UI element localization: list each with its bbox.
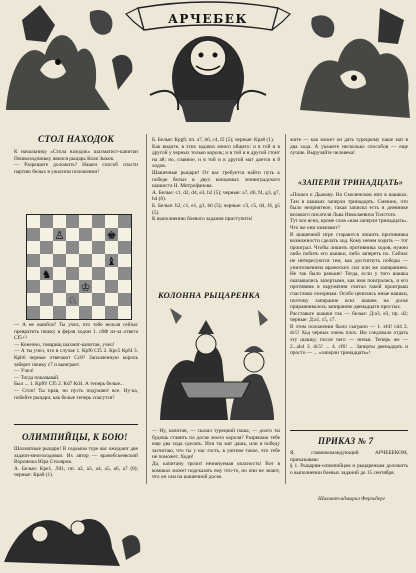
board-square	[118, 215, 131, 228]
chess-diagram	[26, 214, 132, 320]
board-square	[40, 215, 53, 228]
chessboard	[26, 214, 132, 320]
section-title-column: КОЛОННА РЫЦАРЕНКА	[158, 290, 261, 300]
olympians-text: Шахматные рыцари! В седьмом туре вас ожидают две задачи-многоходовки. Их автор — врачебскеевский Воронежа Юра Столяров. А. Белые: Крe1, Лd1, пп. a2, a3, a4, a5, a6, a7 (8); черные: Крa8 (1).	[14, 446, 138, 479]
board-square	[53, 254, 66, 267]
column2b-text: — Ну, капитан, — сказал турецкий паша, — долго ты будешь ставить по доске моего короля? Разрешаю тебе еще два хода сделать. Или ты мат дашь, или я победу засчитаю, что ты у нас гость, в уютное такое, что тебе не поможет. Ходи! Да, капитану грозит неминуемая опасность! Вот в комиках может подсказать ему что-то, но они не знают, что он сам на шашечной доске.	[152, 428, 280, 481]
board-square	[53, 241, 66, 254]
board-square	[92, 267, 105, 280]
board-square	[118, 280, 131, 293]
board-square	[79, 267, 92, 280]
board-square	[53, 293, 66, 306]
board-square	[66, 306, 79, 319]
board-square	[92, 293, 105, 306]
order-signature: Шахмат-адмирал Ферзьберг	[318, 496, 385, 502]
board-square	[79, 254, 92, 267]
board-square	[79, 306, 92, 319]
board-square	[53, 267, 66, 280]
board-square	[105, 241, 118, 254]
board-square	[92, 280, 105, 293]
board-square	[105, 306, 118, 319]
board-square	[66, 241, 79, 254]
board-square	[79, 293, 92, 306]
board-square	[40, 280, 53, 293]
board-square	[27, 280, 40, 293]
lost-found-dialogue: — А не ошибся? Ты учел, что тебе нельзя сейчас превратить пешку в ферзя ходом 1. c8Ф из-за ответа Сf5+? — Конечно, товарищ шахмат-капитан, учел! — А ты учел, что в случае 1. Крf6 Сf5 2. Крc5 Крf4 3. Крb6 черные отвечают Сc8? Заплаченную король заберет пешку c7 и выиграет. — Учел! — Тогда показывай. Был ... 1. Крf6! Сf5 2. Кd7 Кd4. А теперь белые... — Стоп! Ты прав, но пусть подумают все. Ну-ка, побейте рыцари, как белые теперь спасутся?	[14, 322, 138, 401]
divider	[290, 430, 408, 431]
board-square	[118, 293, 131, 306]
header-illustration	[0, 0, 416, 125]
chess-piece: ♞	[41, 268, 52, 281]
section-title-olympians: ОЛИМПИЙЦЫ, К БОЮ!	[22, 432, 128, 442]
section-title-thirteen: «ЗАПЕРЛИ ТРИНАДЦАТЬ»	[298, 178, 404, 187]
column-rule	[285, 134, 286, 484]
board-square	[40, 228, 53, 241]
board-square	[66, 215, 79, 228]
chess-piece: ♚	[106, 229, 117, 242]
banner-title: АРЧЕБЕК	[168, 12, 248, 26]
board-square	[27, 254, 40, 267]
board-square	[27, 241, 40, 254]
chess-piece: ♝	[106, 255, 117, 268]
board-square	[27, 228, 40, 241]
bottom-ornament	[0, 500, 416, 568]
section-title-lost-found: СТОЛ НАХОДОК	[38, 135, 115, 145]
column2-text: Б. Белые: Крg8, пп. a7, b6, c4, f2 (5); черные: Крa8 (1). Как видите, в этих задачах много общего: и в той и в другой у черных только король; и в той и в другой стоит на a8; но, главное, и в той и в другой мат дается в 8 ходов. Шашечные рыцари! От вас требуется найти путь к победе белых в двух концовках ленинградского шашиста Н. Митрофанова. А. Белые: c1, d2, d4, e3, h2 (5); черные: a7, d6, f4, g3, g7, h4 (6). Б. Белые: b2, c1, e1, g1, h6 (5); черные: c3, c5, d4, f4, g5 (5). К выполнению боевого задания приступить!	[152, 137, 280, 223]
board-square	[53, 280, 66, 293]
board-square	[53, 215, 66, 228]
board-square	[40, 241, 53, 254]
thirteen-text: «Пошел к Дыжову. На Смоленском ипп в шашках. Там в шашках заперли тринадцать. Смешно, что было неприятное, такая записка есть в дневнике великого писателя Льва Николаевича Толстого. Тут все ясно, кроме слов «нам заперли тринадцать». Что же они означают? В шашечной игре стараются лишить противника возможности сделать ход. Кому нечем ходить — тот проиграл. Чтобы лишить противника ходов, нужно либо побить его шашки, либо запереть их. Сейчас не интересуются тем, как достигнуть победы — уничтожением вражеских сил или же запиранием. Не так было раньше! Тогда, если у того шашка оказывались запертыми, как ими поигрались, и его противник в окружении считал такой проигрыш счастливо позорным. Особо ценились иные шашки, поэтому запирание всех шашек на доске приравнивалось запиранию двенадцати простых. Расставьте шашки так — белые: Д:a3, e3, пр. d2; черные: Д:a1, c5, c7. В этом положении было сыграно — 1. ef4! cd4 2. dc5! Ход черных очень плох. Им следовало отдать эту шашку, после чего — ничья. Теперь же — 2...ab4 3. dc5! ... 4. cf6! ... Заперты двенадцать и просто — ... «заперли тринадцать»!	[290, 192, 408, 357]
board-square	[92, 254, 105, 267]
chess-piece: ♙	[54, 229, 65, 242]
board-square	[66, 280, 79, 293]
board-square	[66, 267, 79, 280]
board-square	[66, 254, 79, 267]
board-square	[92, 306, 105, 319]
board-square	[40, 306, 53, 319]
lost-found-intro: К начальнику «Стола находок» шахматист-капитан Пешкоходчишку явился рыцарь Коля Зыков. — Разрешите доложить? Нашел способ спасти партию белых в ужасном положении!	[14, 149, 138, 175]
column-rule	[146, 134, 147, 484]
board-square	[105, 293, 118, 306]
board-square	[27, 267, 40, 280]
board-square	[105, 215, 118, 228]
board-square	[118, 241, 131, 254]
board-square	[79, 228, 92, 241]
chess-piece: ♘	[67, 294, 78, 307]
board-square	[105, 267, 118, 280]
section-title-order: ПРИКАЗ № 7	[318, 436, 374, 446]
knight-illustration	[150, 302, 280, 426]
board-square	[118, 306, 131, 319]
board-square	[27, 215, 40, 228]
board-square	[27, 306, 40, 319]
board-square	[118, 254, 131, 267]
board-square	[66, 228, 79, 241]
board-square	[40, 293, 53, 306]
board-square	[92, 215, 105, 228]
board-square	[40, 254, 53, 267]
column3-intro: жите — как может он дать турецкому паше мат в два хода. А укажете несколько способов — еще лучше. Выручайте человека!	[290, 137, 408, 157]
board-square	[27, 293, 40, 306]
board-square	[118, 228, 131, 241]
board-square	[79, 215, 92, 228]
board-square	[92, 228, 105, 241]
order-text: Я, главнокомандующий АРЧЕБЕКОМ, приказываю: § 1. Рыцарям-олимпийцам и рыцаренкам доложить о выполнении боевых заданий до 15 сентября.	[290, 450, 408, 476]
header-ornament	[0, 0, 416, 125]
board-square	[79, 241, 92, 254]
board-square	[105, 280, 118, 293]
divider	[14, 424, 138, 425]
chess-piece: ♔	[80, 281, 91, 294]
board-square	[92, 241, 105, 254]
board-square	[118, 267, 131, 280]
board-square	[53, 306, 66, 319]
